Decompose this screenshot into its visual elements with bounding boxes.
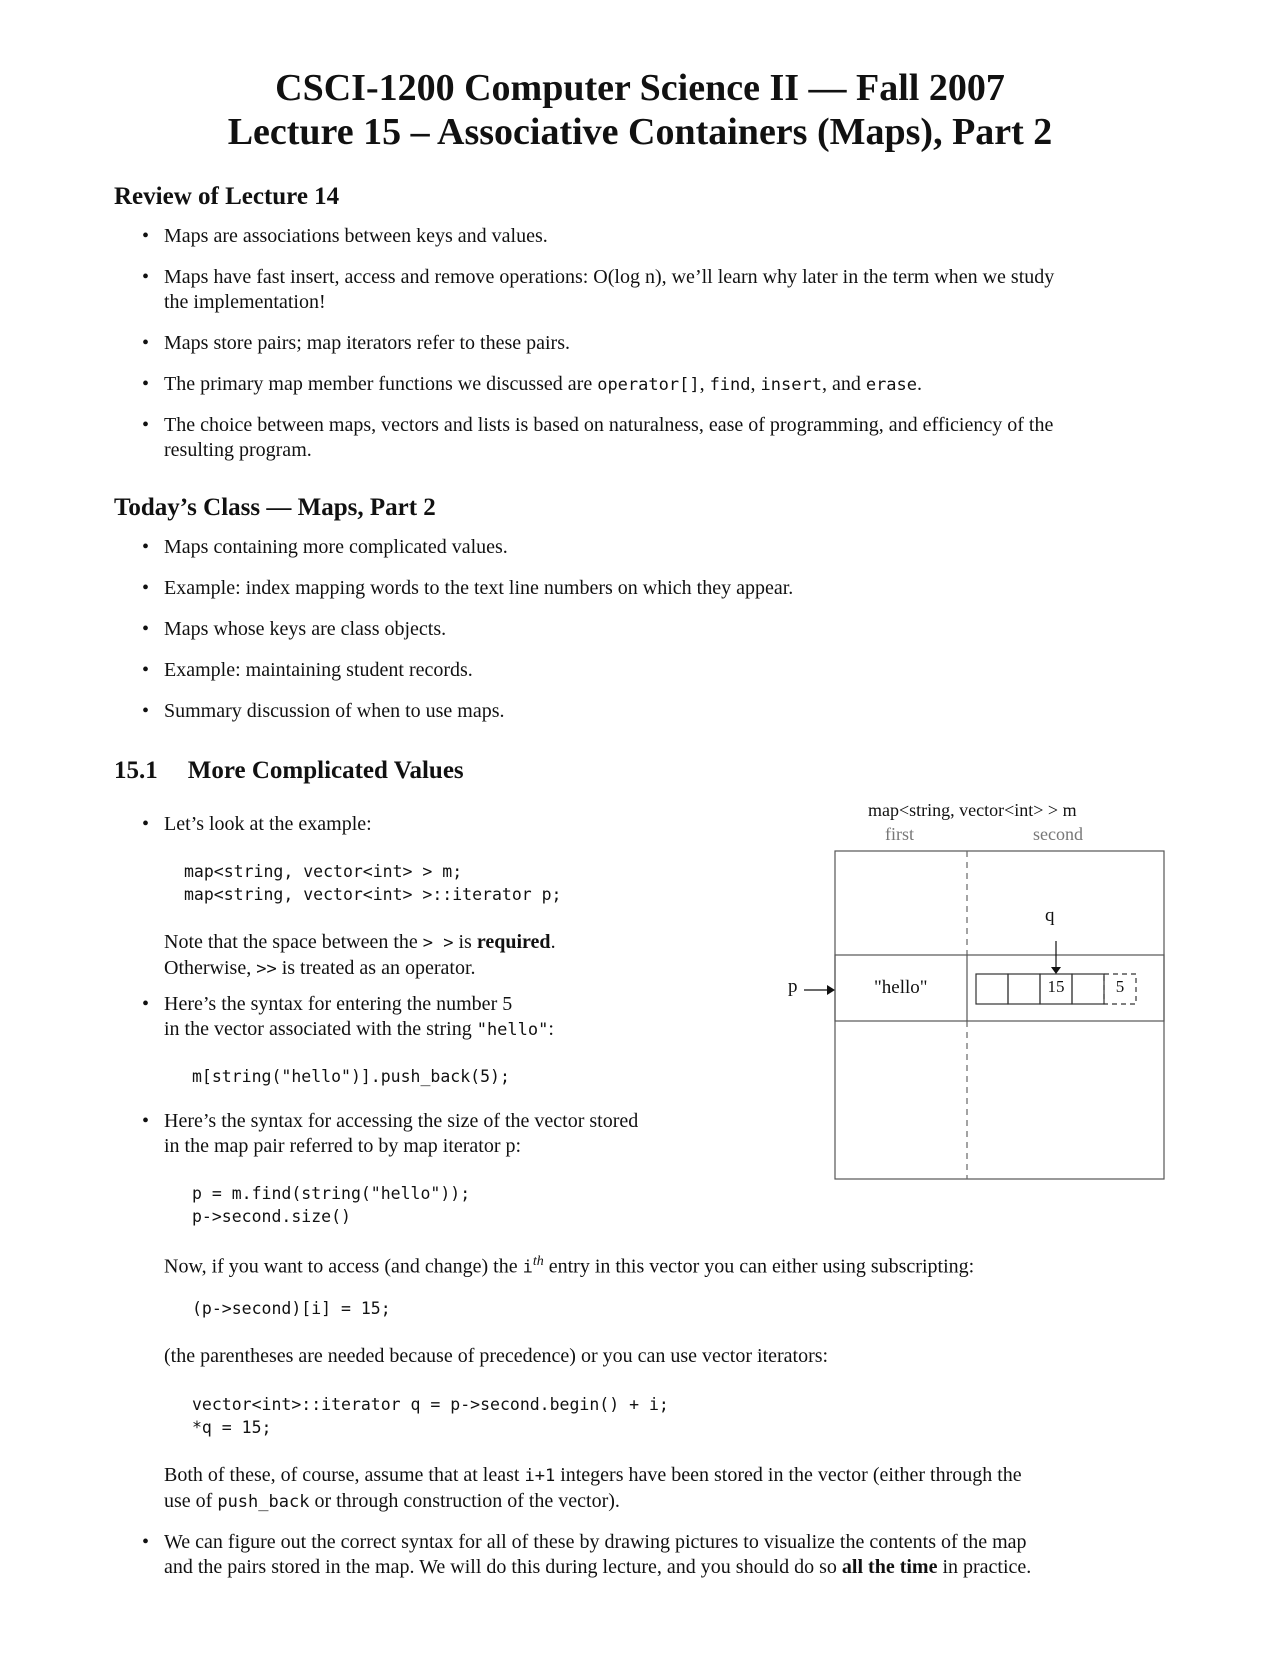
bullet-dot: • [142, 225, 150, 247]
bullet-dot: • [142, 332, 150, 354]
map-outer-box [835, 851, 1164, 1179]
bullet-dot: • [142, 1110, 150, 1132]
bullet-dot: • [142, 993, 150, 1015]
iterator-q-arrowhead [1051, 967, 1061, 974]
bullet-dot: • [142, 414, 150, 436]
page-title-line-1: CSCI-1200 Computer Science II — Fall 2007 [275, 67, 1005, 109]
paren-paragraph: (the parentheses are needed because of precedence) or you can use vector iterators: [164, 1345, 829, 1367]
both-paragraph: Both of these, of course, assume that at least i+1 integers have been stored in the vector (either through the use of push_back or through construction of the vector). [164, 1464, 1022, 1512]
bullet-dot: • [142, 577, 150, 599]
code-subscript: (p->second)[i] = 15; [192, 1299, 391, 1318]
bullet-dot: • [142, 659, 150, 681]
lecture-page: CSCI-1200 Computer Science II — Fall 2007 Lecture 15 – Associative Containers (Maps), Part 2 Review of Lecture 14 • Maps are associations between keys and values. • Maps have fast insert, access and remove operations: O(log n), we’ll learn why later in the term when we study the implementation! • Maps store pairs; map iterators refer to these pairs. • The primary map member functions we discussed are operator[], find, insert, and erase. • The choice between maps, vectors and lists is based on naturalness, ease of programming, and efficiency of the resulting program. Today’s Class — Maps, Part 2 • Maps containing more complicated values. • Example: index mapping words to the text line numbers on which they appear. • Maps whose keys are class objects. • Example: maintaining student records. • Summary discussion of when to use maps. 15.1 More Complicated Values • Let’s look at the example: map<string, vector<int> > m; map<string, vector<int> >::iterator p; Note that the space between the > > is required. Otherwise, >> is treated as an operator. • Here’s the syntax for entering the number 5 in the vector associated with the string "hello": m[string("hello")].push_back(5); • Here’s the syntax for accessing the size of the vector stored in the map pair referred to by map iterator p: p = m.find(string("hello")); p->second.size() Now, if you want to access (and change) the $i^{th}$ entry in this vector you can either using subscripting: (p->second)[i] = 15; (the parentheses are needed because of precedence) or you can use vector iterators: vector<int>::iterator q = p->second.begin() + i; *q = 15; Both of these, of course, assume that at least i+1 integers have been stored in the vector (either through the use of push_back or through construction of the vector). • We can figure out the correct syntax for all of these by drawing pictures to visualize the contents of the map and the pairs stored in the map. We will do this during lecture, and you should do so all the time in practice. map<string, vector<int> > m first second q p "hello" 15 5 [0, 0, 1280, 1656]
today-heading: Today’s Class — Maps, Part 2 [114, 494, 436, 521]
value-5: 5 [1115, 977, 1125, 996]
now-paragraph: Now, if you want to access (and change) the $i^{th}$ entry in this vector you can either using subscripting: [164, 1254, 975, 1278]
key-hello: "hello" [874, 977, 928, 998]
code-block-declarations: map<string, vector<int> > m; map<string, vector<int> >::iterator p; [184, 862, 562, 904]
diagram-title: map<string, vector<int> > m [868, 800, 1077, 820]
bullet-dot: • [142, 536, 150, 558]
value-15: 15 [1047, 977, 1065, 996]
bullet-dot: • [142, 373, 150, 395]
page-title-line-2: Lecture 15 – Associative Containers (Maps), Part 2 [227, 111, 1053, 153]
iterator-p-label: p [788, 976, 798, 997]
map-diagram [780, 840, 1180, 1185]
code-iterator: vector<int>::iterator q = p->second.begin() + i; *q = 15; [192, 1395, 669, 1437]
vector-cell [976, 974, 1008, 1004]
section-title: More Complicated Values [187, 757, 464, 784]
bullet-dot: • [142, 700, 150, 722]
section-number: 15.1 [114, 757, 158, 784]
note-paragraph: Note that the space between the > > is required. Otherwise, >> is treated as an operator. [164, 931, 556, 979]
diagram-second-label: second [1033, 824, 1083, 844]
vector-cell [1072, 974, 1104, 1004]
iterator-p-arrowhead [827, 985, 835, 995]
bullet-dot: • [142, 618, 150, 640]
iterator-q-label: q [1045, 905, 1055, 926]
bullet-dot: • [142, 1531, 150, 1553]
vector-cell [1008, 974, 1040, 1004]
code-find-size: p = m.find(string("hello")); p->second.size() [192, 1184, 471, 1226]
code-push-back: m[string("hello")].push_back(5); [192, 1067, 510, 1086]
section-heading [114, 756, 464, 786]
bullet-dot: • [142, 813, 150, 835]
diagram-first-label: first [885, 824, 914, 844]
bullet-dot: • [142, 266, 150, 288]
review-heading: Review of Lecture 14 [114, 183, 340, 210]
